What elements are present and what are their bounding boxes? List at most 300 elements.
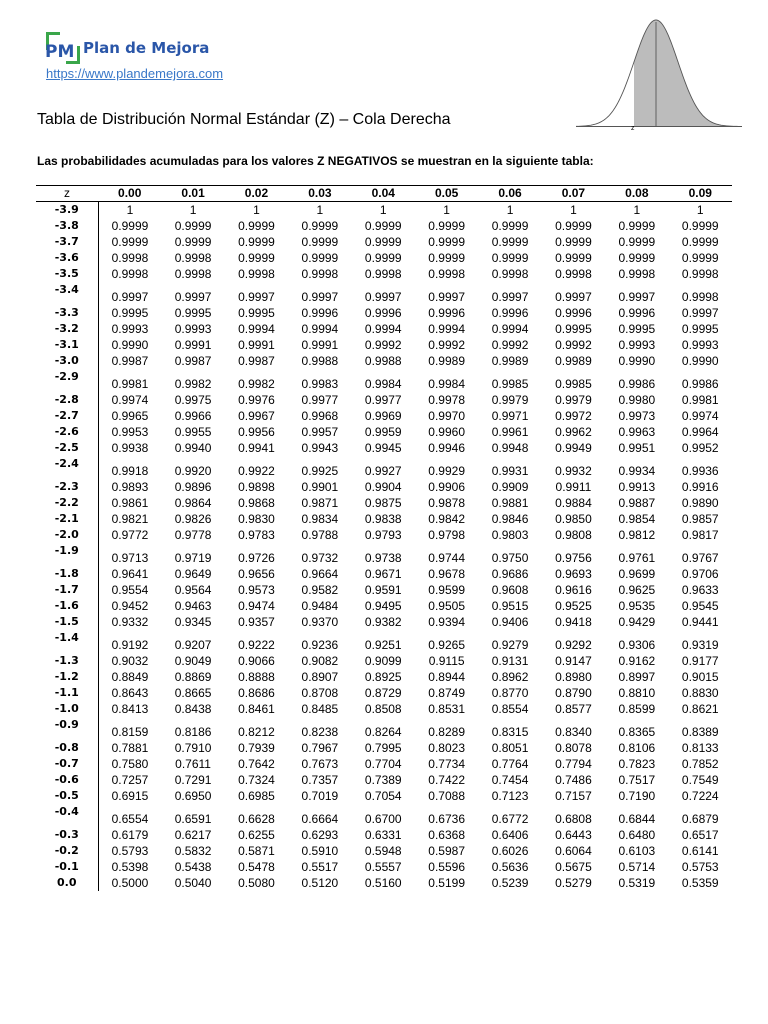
probability-cell: 0.9938 xyxy=(111,441,149,455)
probability-cell: 0.5753 xyxy=(681,860,719,874)
table-row xyxy=(36,543,732,566)
probability-cell: 0.9893 xyxy=(111,480,149,494)
probability-cell: 0.9999 xyxy=(681,219,719,233)
z-value-cell: -0.5 xyxy=(36,788,98,804)
curve-z-label: z xyxy=(631,125,635,132)
table-description: Las probabilidades acumuladas para los valores Z NEGATIVOS se muestran en la siguiente tabla: xyxy=(37,154,594,168)
probability-cell: 0.9962 xyxy=(555,425,592,439)
probability-cell: 0.7019 xyxy=(301,789,339,803)
probability-cell: 0.9857 xyxy=(681,512,719,526)
probability-cell: 0.9999 xyxy=(491,219,529,233)
probability-cell: 0.9991 xyxy=(238,338,275,352)
probability-cell: 0.9922 xyxy=(238,464,275,478)
z-value-cell: -3.8 xyxy=(36,218,98,234)
probability-cell: 0.9974 xyxy=(111,393,149,407)
probability-cell: 0.9996 xyxy=(301,306,339,320)
probability-cell: 0.9808 xyxy=(555,528,592,542)
probability-cell: 0.9979 xyxy=(555,393,592,407)
probability-cell: 0.8289 xyxy=(428,725,465,739)
probability-cell: 0.9999 xyxy=(428,235,465,249)
probability-cell: 0.9881 xyxy=(491,496,529,510)
probability-cell: 0.9767 xyxy=(681,551,719,565)
probability-cell: 0.7357 xyxy=(301,773,339,787)
probability-cell: 0.5080 xyxy=(238,876,275,890)
probability-cell: 0.9936 xyxy=(681,464,719,478)
probability-cell: 0.9996 xyxy=(491,306,529,320)
probability-cell: 0.9996 xyxy=(555,306,592,320)
probability-cell: 0.5517 xyxy=(301,860,339,874)
probability-cell: 0.6480 xyxy=(618,828,656,842)
table-row xyxy=(36,598,732,614)
probability-cell: 0.9987 xyxy=(174,354,212,368)
probability-cell: 0.9999 xyxy=(174,235,212,249)
probability-cell: 0.8554 xyxy=(491,702,529,716)
probability-cell: 0.7673 xyxy=(301,757,339,771)
z-value-cell: -0.1 xyxy=(36,859,98,875)
probability-cell: 0.9834 xyxy=(301,512,339,526)
table-row xyxy=(36,337,732,353)
bell-curve-icon xyxy=(576,12,742,136)
probability-cell: 0.9875 xyxy=(364,496,402,510)
probability-cell: 0.9357 xyxy=(238,615,275,629)
probability-cell: 0.9864 xyxy=(174,496,212,510)
probability-cell: 0.9535 xyxy=(618,599,656,613)
probability-cell: 0.9985 xyxy=(491,377,529,391)
probability-cell: 0.8790 xyxy=(555,686,592,700)
probability-cell: 0.9996 xyxy=(428,306,465,320)
probability-cell: 0.9999 xyxy=(301,251,339,265)
probability-cell: 0.5239 xyxy=(491,876,529,890)
probability-cell: 0.8051 xyxy=(491,741,529,755)
table-row xyxy=(36,424,732,440)
probability-cell: 0.9750 xyxy=(491,551,529,565)
table-row xyxy=(36,495,732,511)
probability-cell: 0.9959 xyxy=(364,425,402,439)
probability-cell: 0.7734 xyxy=(428,757,465,771)
probability-cell: 0.9999 xyxy=(555,251,592,265)
table-row xyxy=(36,250,732,266)
probability-cell: 0.9988 xyxy=(364,354,402,368)
column-header: 0.04 xyxy=(352,186,415,202)
column-header: 0.01 xyxy=(161,186,224,202)
probability-cell: 0.9082 xyxy=(301,654,339,668)
probability-cell: 0.5199 xyxy=(428,876,465,890)
probability-cell: 0.9854 xyxy=(618,512,656,526)
probability-cell: 1 xyxy=(633,203,641,217)
probability-cell: 0.9222 xyxy=(238,638,275,652)
probability-cell: 0.9345 xyxy=(174,615,212,629)
probability-cell: 0.5438 xyxy=(174,860,212,874)
probability-cell: 0.9798 xyxy=(428,528,465,542)
z-value-cell: -3.3 xyxy=(36,305,98,321)
probability-cell: 0.9991 xyxy=(174,338,212,352)
probability-cell: 0.6950 xyxy=(174,789,212,803)
probability-cell: 0.8749 xyxy=(428,686,465,700)
column-header: 0.02 xyxy=(225,186,288,202)
probability-cell: 0.9131 xyxy=(491,654,529,668)
probability-cell: 0.9997 xyxy=(681,306,719,320)
probability-cell: 0.8708 xyxy=(301,686,339,700)
probability-cell: 0.9418 xyxy=(555,615,592,629)
probability-cell: 0.8643 xyxy=(111,686,149,700)
z-value-cell: -2.7 xyxy=(36,408,98,424)
table-row xyxy=(36,717,732,740)
probability-cell: 0.9999 xyxy=(364,235,402,249)
probability-cell: 1 xyxy=(253,203,260,217)
probability-cell: 0.8599 xyxy=(618,702,656,716)
probability-cell: 0.9564 xyxy=(174,583,212,597)
probability-cell: 0.9993 xyxy=(111,322,149,336)
probability-cell: 0.9382 xyxy=(364,615,402,629)
probability-cell: 0.9706 xyxy=(681,567,719,581)
z-value-cell: 0.0 xyxy=(36,875,98,891)
probability-cell: 0.9997 xyxy=(111,290,149,304)
table-header-row xyxy=(36,186,732,202)
probability-cell: 0.6772 xyxy=(491,812,529,826)
z-value-cell: -1.6 xyxy=(36,598,98,614)
probability-cell: 0.9990 xyxy=(111,338,149,352)
probability-cell: 0.9986 xyxy=(618,377,656,391)
table-row xyxy=(36,614,732,630)
probability-cell: 0.5160 xyxy=(364,876,402,890)
probability-cell: 0.9952 xyxy=(681,441,719,455)
probability-cell: 0.7611 xyxy=(175,757,211,771)
probability-cell: 0.9997 xyxy=(238,290,275,304)
probability-cell: 0.9960 xyxy=(428,425,465,439)
probability-cell: 0.9370 xyxy=(301,615,339,629)
column-header: 0.07 xyxy=(542,186,605,202)
probability-cell: 0.9999 xyxy=(174,219,212,233)
probability-cell: 0.9980 xyxy=(618,393,656,407)
probability-cell: 0.9830 xyxy=(238,512,275,526)
probability-cell: 0.9332 xyxy=(111,615,149,629)
probability-cell: 0.7389 xyxy=(364,773,402,787)
probability-cell: 0.9099 xyxy=(364,654,402,668)
probability-cell: 0.9887 xyxy=(618,496,656,510)
probability-cell: 0.9066 xyxy=(238,654,275,668)
probability-cell: 0.9957 xyxy=(301,425,339,439)
probability-cell: 0.9429 xyxy=(618,615,656,629)
probability-cell: 0.9999 xyxy=(618,251,656,265)
probability-cell: 0.9994 xyxy=(364,322,402,336)
column-header: 0.03 xyxy=(288,186,351,202)
probability-cell: 0.9998 xyxy=(174,251,212,265)
probability-cell: 0.8078 xyxy=(555,741,592,755)
probability-cell: 0.9955 xyxy=(174,425,212,439)
probability-cell: 0.7881 xyxy=(111,741,149,755)
z-value-cell: -2.6 xyxy=(36,424,98,440)
probability-cell: 0.6141 xyxy=(681,844,719,858)
probability-cell: 0.9999 xyxy=(111,219,149,233)
z-value-cell: -0.2 xyxy=(36,843,98,859)
probability-cell: 0.9925 xyxy=(301,464,339,478)
table-row xyxy=(36,875,732,891)
z-value-cell: -2.1 xyxy=(36,511,98,527)
probability-cell: 0.8907 xyxy=(301,670,339,684)
z-value-cell: -2.4 xyxy=(36,456,98,479)
probability-cell: 0.9934 xyxy=(618,464,656,478)
probability-cell: 0.9821 xyxy=(111,512,149,526)
probability-cell: 0.9961 xyxy=(491,425,529,439)
table-row xyxy=(36,804,732,827)
probability-cell: 0.9988 xyxy=(301,354,339,368)
probability-cell: 0.9994 xyxy=(491,322,529,336)
table-row xyxy=(36,369,732,392)
probability-cell: 0.9993 xyxy=(681,338,719,352)
z-value-cell: -0.9 xyxy=(36,717,98,740)
probability-cell: 0.9292 xyxy=(555,638,592,652)
probability-cell: 0.9992 xyxy=(364,338,402,352)
probability-cell: 0.5871 xyxy=(238,844,275,858)
probability-cell: 0.9279 xyxy=(491,638,529,652)
probability-cell: 0.9969 xyxy=(364,409,402,423)
probability-cell: 1 xyxy=(696,203,704,217)
probability-cell: 0.9192 xyxy=(111,638,149,652)
probability-cell: 0.8212 xyxy=(238,725,275,739)
probability-cell: 0.9265 xyxy=(428,638,465,652)
probability-cell: 0.9999 xyxy=(491,235,529,249)
probability-cell: 0.6879 xyxy=(681,812,719,826)
probability-cell: 0.8389 xyxy=(681,725,719,739)
probability-cell: 0.6064 xyxy=(555,844,592,858)
probability-cell: 0.9738 xyxy=(364,551,402,565)
probability-cell: 0.9772 xyxy=(111,528,149,542)
z-value-cell: -1.1 xyxy=(36,685,98,701)
probability-cell: 0.9998 xyxy=(618,267,656,281)
table-row xyxy=(36,440,732,456)
z-value-cell: -3.1 xyxy=(36,337,98,353)
probability-cell: 1 xyxy=(189,203,197,217)
probability-cell: 0.9817 xyxy=(681,528,719,542)
probability-cell: 1 xyxy=(379,203,387,217)
z-value-cell: -0.8 xyxy=(36,740,98,756)
probability-cell: 0.9982 xyxy=(174,377,212,391)
probability-cell: 0.9999 xyxy=(618,219,656,233)
probability-cell: 0.9803 xyxy=(491,528,529,542)
probability-cell: 0.5120 xyxy=(301,876,339,890)
z-value-cell: -1.7 xyxy=(36,582,98,598)
probability-cell: 0.5910 xyxy=(301,844,339,858)
probability-cell: 0.9756 xyxy=(555,551,592,565)
probability-cell: 0.9591 xyxy=(364,583,402,597)
probability-cell: 0.9997 xyxy=(174,290,212,304)
probability-cell: 0.9904 xyxy=(364,480,402,494)
probability-cell: 0.7794 xyxy=(555,757,592,771)
z-value-cell: -1.5 xyxy=(36,614,98,630)
probability-cell: 0.8186 xyxy=(174,725,212,739)
probability-cell: 0.9994 xyxy=(301,322,339,336)
probability-cell: 0.9972 xyxy=(555,409,592,423)
table-row xyxy=(36,479,732,495)
logo-text: Plan de Mejora xyxy=(83,39,210,57)
column-header: 0.00 xyxy=(98,186,161,202)
table-row xyxy=(36,740,732,756)
probability-cell: 0.9941 xyxy=(238,441,275,455)
probability-cell: 0.9484 xyxy=(301,599,339,613)
probability-cell: 0.6217 xyxy=(174,828,212,842)
probability-cell: 0.6915 xyxy=(111,789,149,803)
probability-cell: 0.9906 xyxy=(428,480,465,494)
probability-cell: 0.9929 xyxy=(428,464,465,478)
probability-cell: 0.9998 xyxy=(301,267,339,281)
table-row xyxy=(36,788,732,804)
probability-cell: 0.8133 xyxy=(681,741,719,755)
probability-cell: 0.9995 xyxy=(555,322,592,336)
probability-cell: 0.9992 xyxy=(491,338,529,352)
column-header-z: z xyxy=(36,186,98,202)
table-row xyxy=(36,859,732,875)
probability-cell: 0.8365 xyxy=(618,725,656,739)
probability-cell: 0.9838 xyxy=(364,512,402,526)
probability-cell: 0.9049 xyxy=(174,654,212,668)
table-row xyxy=(36,653,732,669)
probability-cell: 0.7422 xyxy=(428,773,465,787)
probability-cell: 0.6517 xyxy=(681,828,719,842)
probability-cell: 0.5478 xyxy=(238,860,275,874)
probability-cell: 0.9744 xyxy=(428,551,465,565)
probability-cell: 0.9989 xyxy=(555,354,592,368)
probability-cell: 0.9951 xyxy=(618,441,656,455)
probability-cell: 0.5279 xyxy=(555,876,592,890)
probability-cell: 0.9625 xyxy=(618,583,656,597)
probability-cell: 0.6255 xyxy=(238,828,275,842)
probability-cell: 0.9949 xyxy=(555,441,592,455)
probability-cell: 0.6331 xyxy=(364,828,402,842)
probability-cell: 0.9976 xyxy=(238,393,275,407)
probability-cell: 0.8438 xyxy=(174,702,212,716)
probability-cell: 0.8869 xyxy=(174,670,212,684)
z-value-cell: -1.0 xyxy=(36,701,98,717)
probability-cell: 0.9251 xyxy=(364,638,402,652)
probability-cell: 0.9999 xyxy=(364,219,402,233)
probability-cell: 0.9975 xyxy=(174,393,212,407)
probability-cell: 0.7291 xyxy=(174,773,212,787)
z-value-cell: -0.7 xyxy=(36,756,98,772)
probability-cell: 0.9545 xyxy=(681,599,719,613)
probability-cell: 0.7517 xyxy=(618,773,656,787)
z-value-cell: -3.0 xyxy=(36,353,98,369)
probability-cell: 0.9861 xyxy=(111,496,149,510)
probability-cell: 0.8770 xyxy=(491,686,529,700)
probability-cell: 0.9995 xyxy=(681,322,719,336)
probability-cell: 0.9989 xyxy=(491,354,529,368)
z-value-cell: -1.8 xyxy=(36,566,98,582)
probability-cell: 0.9515 xyxy=(491,599,529,613)
table-row xyxy=(36,305,732,321)
probability-cell: 0.8925 xyxy=(364,670,402,684)
probability-cell: 0.8577 xyxy=(555,702,592,716)
z-value-cell: -3.2 xyxy=(36,321,98,337)
table-row xyxy=(36,353,732,369)
probability-cell: 0.9998 xyxy=(681,290,719,304)
probability-cell: 0.9699 xyxy=(618,567,656,581)
probability-cell: 0.9977 xyxy=(364,393,402,407)
probability-cell: 0.8106 xyxy=(618,741,656,755)
probability-cell: 0.9927 xyxy=(364,464,402,478)
probability-cell: 0.9793 xyxy=(364,528,402,542)
probability-cell: 0.9999 xyxy=(681,251,719,265)
probability-cell: 0.9463 xyxy=(174,599,212,613)
column-header: 0.09 xyxy=(669,186,732,202)
probability-cell: 0.9974 xyxy=(681,409,719,423)
probability-cell: 0.9608 xyxy=(491,583,529,597)
table-row xyxy=(36,234,732,250)
table-row xyxy=(36,202,732,219)
probability-cell: 0.9966 xyxy=(174,409,212,423)
probability-cell: 0.9441 xyxy=(681,615,719,629)
probability-cell: 0.6179 xyxy=(111,828,149,842)
probability-cell: 0.9505 xyxy=(428,599,465,613)
probability-cell: 0.8686 xyxy=(238,686,275,700)
probability-cell: 0.9992 xyxy=(428,338,465,352)
z-value-cell: -3.4 xyxy=(36,282,98,305)
probability-cell: 0.8413 xyxy=(111,702,149,716)
probability-cell: 0.8830 xyxy=(681,686,719,700)
probability-cell: 0.9871 xyxy=(301,496,339,510)
probability-cell: 0.9998 xyxy=(555,267,592,281)
probability-cell: 0.9726 xyxy=(238,551,275,565)
probability-cell: 0.9997 xyxy=(428,290,465,304)
z-value-cell: -1.4 xyxy=(36,630,98,653)
probability-cell: 0.9981 xyxy=(681,393,719,407)
probability-cell: 0.9916 xyxy=(681,480,719,494)
probability-cell: 0.8962 xyxy=(491,670,529,684)
z-value-cell: -2.2 xyxy=(36,495,98,511)
probability-cell: 0.7764 xyxy=(491,757,529,771)
probability-cell: 0.9999 xyxy=(238,251,275,265)
table-row xyxy=(36,582,732,598)
probability-cell: 0.9979 xyxy=(491,393,529,407)
probability-cell: 0.9998 xyxy=(491,267,529,281)
z-value-cell: -2.0 xyxy=(36,527,98,543)
probability-cell: 0.9970 xyxy=(428,409,465,423)
probability-cell: 0.5596 xyxy=(428,860,465,874)
probability-cell: 0.7157 xyxy=(555,789,592,803)
probability-cell: 0.5000 xyxy=(111,876,149,890)
probability-cell: 0.9982 xyxy=(238,377,275,391)
probability-cell: 0.5319 xyxy=(618,876,656,890)
probability-cell: 0.9965 xyxy=(111,409,149,423)
column-header: 0.05 xyxy=(415,186,478,202)
probability-cell: 0.9945 xyxy=(364,441,402,455)
probability-cell: 1 xyxy=(506,203,514,217)
probability-cell: 0.9162 xyxy=(618,654,656,668)
table-row xyxy=(36,218,732,234)
column-header: 0.08 xyxy=(605,186,668,202)
probability-cell: 0.7549 xyxy=(681,773,719,787)
probability-cell: 0.6985 xyxy=(238,789,275,803)
probability-cell: 0.6844 xyxy=(618,812,656,826)
website-link[interactable]: https://www.plandemejora.com xyxy=(46,66,224,81)
z-value-cell: -1.9 xyxy=(36,543,98,566)
probability-cell: 0.8485 xyxy=(301,702,339,716)
z-value-cell: -1.3 xyxy=(36,653,98,669)
probability-cell: 0.9994 xyxy=(428,322,465,336)
probability-cell: 0.9977 xyxy=(301,393,339,407)
probability-cell: 0.8159 xyxy=(111,725,149,739)
probability-cell: 0.7967 xyxy=(301,741,339,755)
probability-cell: 0.9996 xyxy=(618,306,656,320)
probability-cell: 0.9943 xyxy=(301,441,339,455)
probability-cell: 0.7486 xyxy=(555,773,592,787)
z-value-cell: -2.5 xyxy=(36,440,98,456)
probability-cell: 0.9032 xyxy=(111,654,149,668)
plan-de-mejora-logo-icon xyxy=(43,30,83,66)
probability-cell: 0.7190 xyxy=(618,789,656,803)
probability-cell: 0.9761 xyxy=(618,551,656,565)
table-row xyxy=(36,630,732,653)
probability-cell: 0.9956 xyxy=(238,425,275,439)
